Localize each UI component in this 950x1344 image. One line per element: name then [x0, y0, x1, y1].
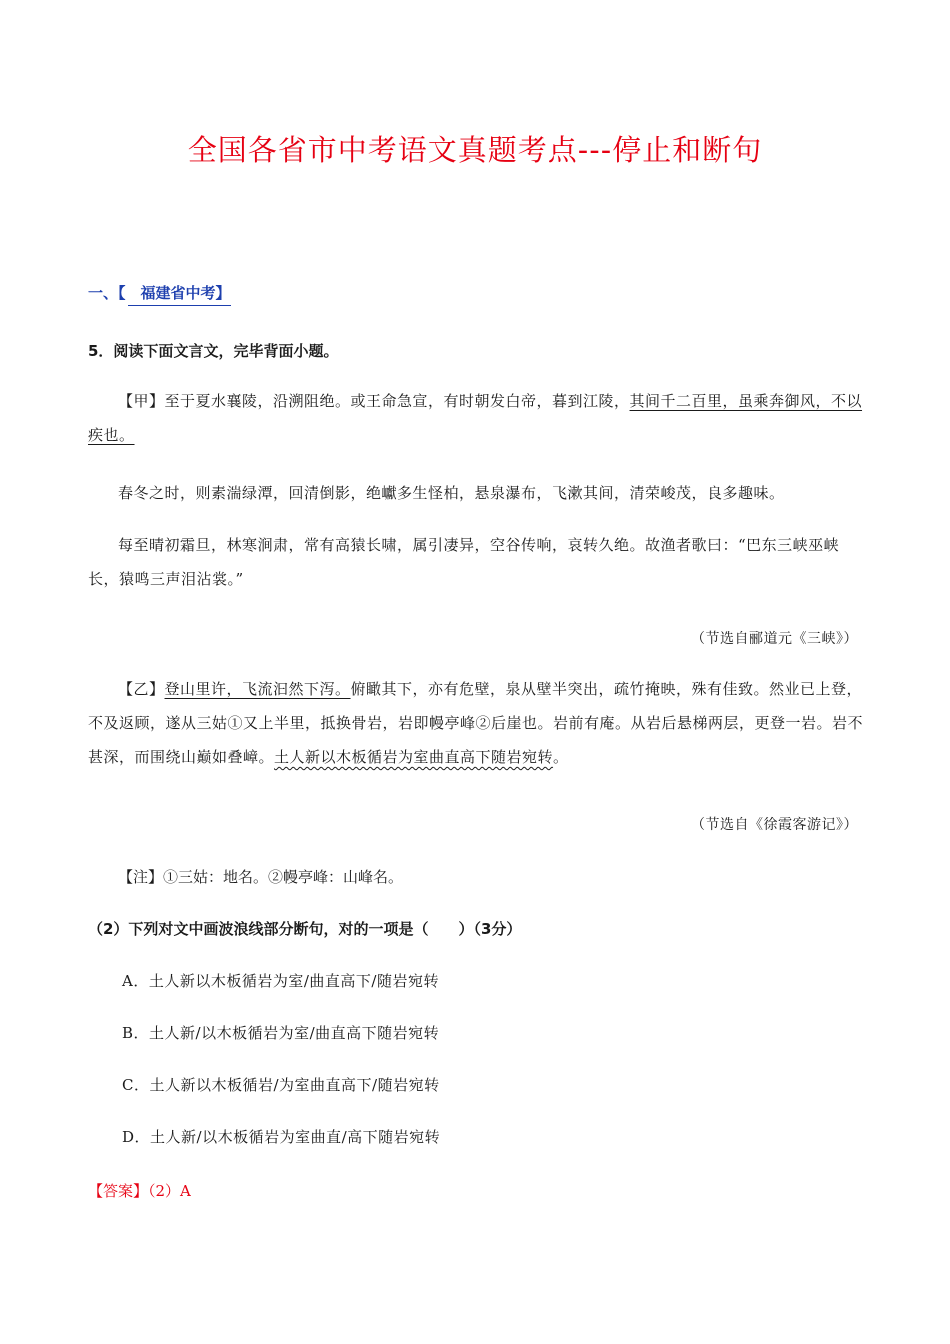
- answer-value: （2）A: [148, 1182, 191, 1200]
- option-b: B．土人新/以木板循岩为室/曲直高下随岩宛转: [122, 1024, 440, 1042]
- annotation-note: 【注】①三姑：地名。②幔亭峰：山峰名。: [118, 868, 404, 886]
- passage-yi-end: 。: [553, 748, 569, 766]
- source-yi: （节选自《徐霞客游记》）: [691, 817, 858, 833]
- passage-jia-underlined: 其间千二百里，虽乘奔御风，不以疾也。: [88, 392, 863, 444]
- option-c: C．土人新以木板循岩/为室曲直高下/随岩宛转: [122, 1076, 440, 1094]
- passage-yi: [88, 672, 870, 774]
- section-label: 【 福建省中考】: [118, 284, 231, 302]
- page-title: 全国各省市中考语文真题考点---停止和断句: [187, 133, 763, 167]
- passage-yi-middle: 俯瞰其下，亦有危壁，泉从壁半突出，疏竹掩映，殊有佳致。然业已上登，不及返顾，遂从三姑①又上半里，抵换骨岩，岩即幔亭峰②后崖也。岩前有庵。从岩后悬梯两层，更登一岩。岩不甚深，而围绕山巅如叠嶂。: [88, 680, 864, 766]
- question-heading: 5．阅读下面文言文，完毕背面小题。: [88, 342, 339, 360]
- answer: [88, 1180, 191, 1201]
- passage-jia-p1-lead: 【甲】至于夏水襄陵，沿溯阻绝。或王命急宣，有时朝发白帝，暮到江陵，: [118, 392, 630, 410]
- section-heading: [88, 282, 231, 303]
- source-jia: （节选自郦道元《三峡》）: [691, 631, 858, 647]
- section-underline: [128, 305, 231, 306]
- option-a: A．土人新以木板循岩为室/曲直高下/随岩宛转: [122, 972, 439, 990]
- sub-question: （2）下列对文中画波浪线部分断句，对的一项是（ ）（3分）: [88, 920, 522, 938]
- answer-label: 【答案】: [88, 1182, 149, 1200]
- passage-jia-p2: 春冬之时，则素湍绿潭，回清倒影，绝巘多生怪柏，悬泉瀑布，飞漱其间，清荣峻茂，良多趣味。: [118, 484, 785, 502]
- option-d: D．土人新/以木板循岩为室曲直/高下随岩宛转: [122, 1128, 441, 1146]
- passage-yi-tag: 【乙】: [118, 680, 165, 698]
- passage-yi-underlined: 登山里许，飞流汩然下泻。: [164, 680, 351, 698]
- passage-yi-wavy: 土人新以木板循岩为室曲直高下随岩宛转: [274, 748, 554, 766]
- section-number: 一、: [88, 284, 119, 302]
- passage-jia-p1: [88, 384, 870, 452]
- passage-jia-p3: 每至晴初霜旦，林寒涧肃，常有高猿长啸，属引凄异，空谷传响，哀转久绝。故渔者歌曰：“巴东三峡巫峡长，猿鸣三声泪沾裳。”: [88, 536, 840, 588]
